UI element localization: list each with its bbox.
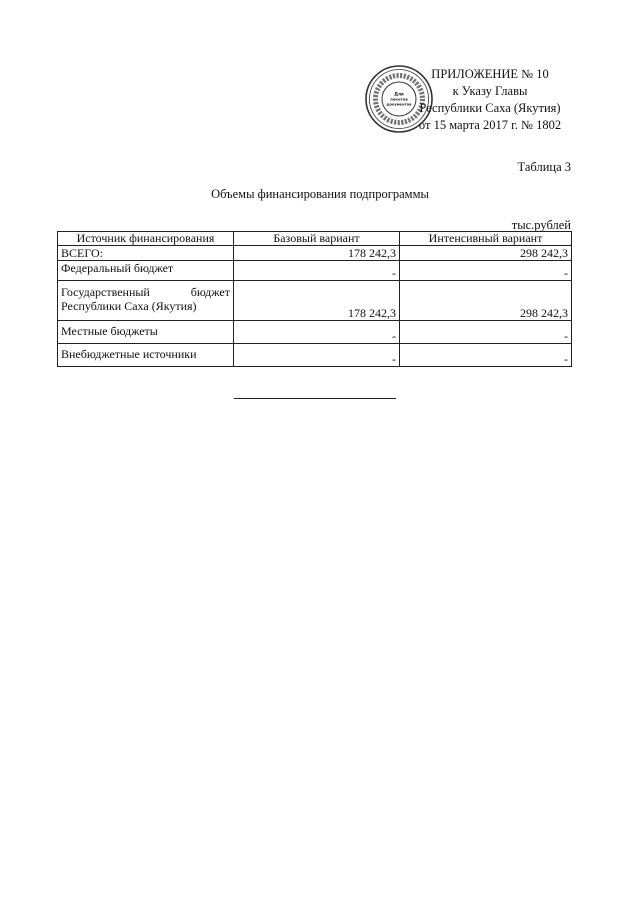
- row-source: [58, 281, 234, 321]
- row-source-word1: Государственный: [61, 285, 150, 299]
- row-source-line2: Республики Саха (Якутия): [61, 299, 197, 313]
- row-intensive-value: -: [400, 321, 572, 344]
- row-base-value: -: [234, 321, 400, 344]
- row-source: Федеральный бюджет: [58, 261, 234, 281]
- stamp-inner-line2: пакетов: [390, 96, 408, 102]
- document-title: Объемы финансирования подпрограммы: [211, 187, 429, 201]
- row-source: Местные бюджеты: [58, 321, 234, 344]
- header-intensive: Интенсивный вариант: [400, 232, 572, 246]
- table-row: [58, 261, 572, 281]
- row-base-value: 178 242,3: [234, 281, 400, 321]
- stamp-inner-line3: документов: [386, 102, 412, 107]
- table-row: [58, 321, 572, 344]
- row-base-value: -: [234, 344, 400, 367]
- table-row: [58, 281, 572, 321]
- appendix-number: ПРИЛОЖЕНИЕ № 10: [431, 67, 549, 81]
- units-label: тыс.рублей: [511, 218, 571, 232]
- row-base-value: -: [234, 261, 400, 281]
- row-source-word2: бюджет: [190, 285, 230, 299]
- table-header-row: [58, 232, 572, 246]
- row-base-value: 178 242,3: [234, 246, 400, 261]
- table-row: [58, 344, 572, 367]
- row-source-line1: [61, 285, 230, 299]
- header-source: Источник финансирования: [58, 232, 234, 246]
- row-intensive-value: 298 242,3: [400, 246, 572, 261]
- appendix-header: [410, 66, 570, 134]
- closing-separator-line: [234, 398, 396, 399]
- financing-table: [57, 231, 572, 367]
- appendix-decree-ref: к Указу Главы: [452, 84, 528, 98]
- row-source: ВСЕГО:: [58, 246, 234, 261]
- row-intensive-value: 298 242,3: [400, 281, 572, 321]
- table-caption: Таблица 3: [517, 160, 571, 174]
- header-base: Базовый вариант: [234, 232, 400, 246]
- table-row: [58, 246, 572, 261]
- row-intensive-value: -: [400, 344, 572, 367]
- stamp-inner-line1: Для: [394, 91, 404, 97]
- row-source: Внебюджетные источники: [58, 344, 234, 367]
- row-intensive-value: -: [400, 261, 572, 281]
- appendix-date-number: от 15 марта 2017 г. № 1802: [418, 118, 562, 132]
- appendix-republic: Республики Саха (Якутия): [419, 101, 561, 115]
